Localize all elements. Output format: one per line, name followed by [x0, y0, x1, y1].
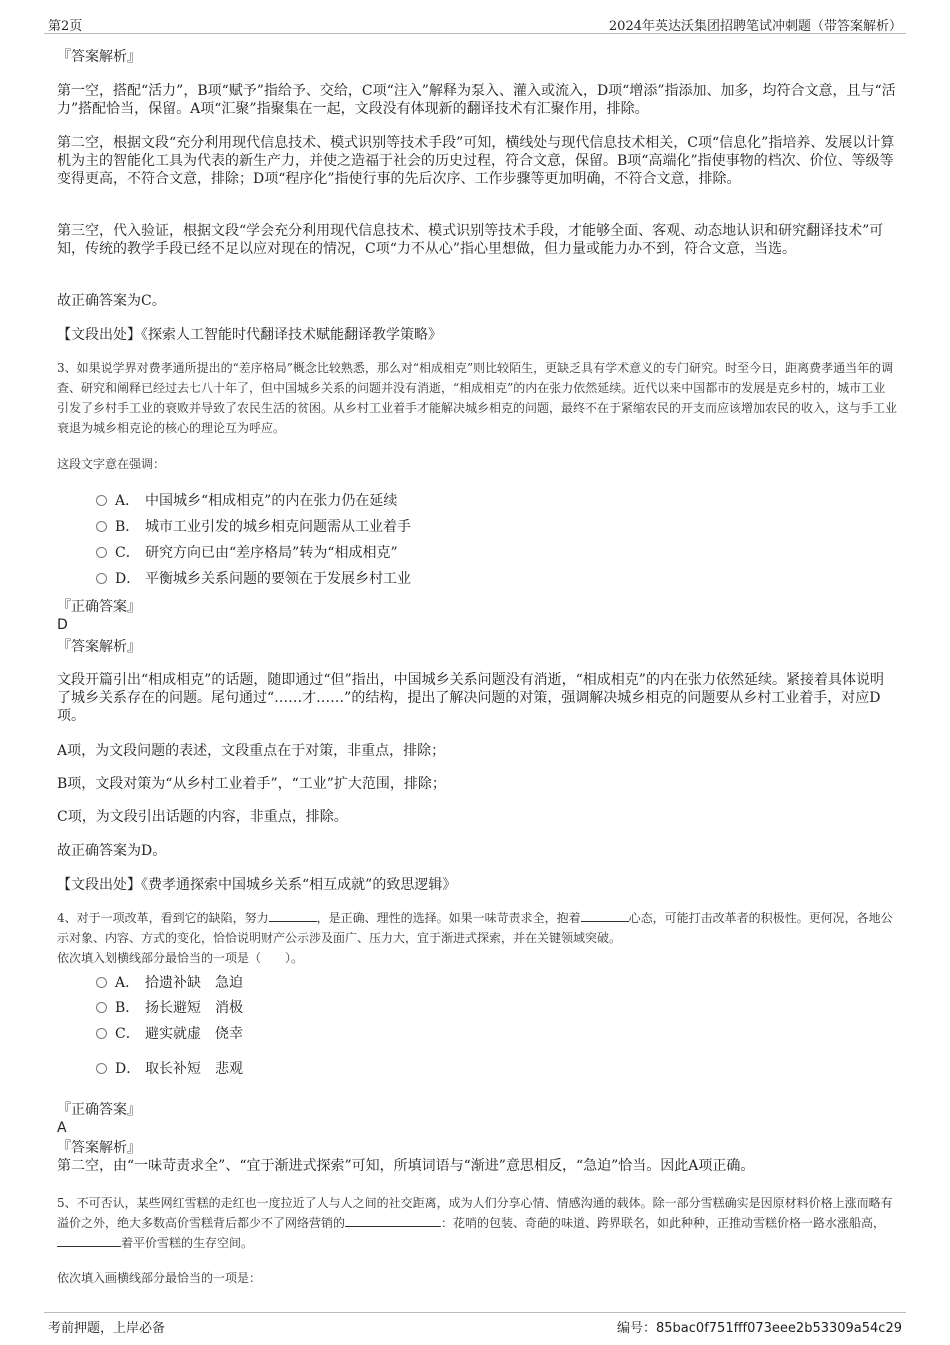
q2-analysis-p1: 第一空，搭配“活力”，B项“赋予”指给予、交给，C项“注入”解释为泵入、灌入或流入，D项“增添”指添加、加多，均符合文意，且与“活力”搭配恰当，保留。A项“汇聚”指聚集在一起，文段没有体现新的翻译技术有汇聚作用，排除。: [57, 83, 896, 117]
q4-analysis-p1: 第二空，由“一味苛责求全”、“宜于渐进式探索”可知，所填词语与“渐进”意思相反，“急迫”恰当。因此A项正确。: [57, 1158, 755, 1174]
q2-source: 【文段出处】《探索人工智能时代翻译技术赋能翻译教学策略》: [57, 327, 442, 343]
q4-option-a[interactable]: A． 拾遗补缺 急迫: [96, 974, 243, 992]
q4-correct-label: 『正确答案』: [57, 1102, 141, 1118]
q3-answer: D: [57, 617, 68, 633]
q3-option-d[interactable]: D． 平衡城乡关系问题的要领在于发展乡村工业: [96, 570, 411, 588]
document-code: 编号：85bac0f751fff073eee2b53309a54c29: [617, 1321, 902, 1336]
radio-icon[interactable]: [96, 521, 107, 532]
radio-icon[interactable]: [96, 573, 107, 584]
page-footer: [44, 1312, 906, 1341]
q3-analysis-c: C项，为文段引出话题的内容，非重点，排除。: [57, 809, 348, 825]
q4-blank-2: [581, 909, 629, 922]
q5-prompt: 依次填入画横线部分最恰当的一项是：: [57, 1271, 262, 1285]
q4-blank-1: [269, 909, 317, 922]
page-header: [44, 13, 906, 34]
q4-stem: 4、对于一项改革，看到它的缺陷，努力 ，是正确、理性的选择。如果一味苛责求全，抱着 心态，可能打击改革者的积极性。更何况，各地公示对象、内容、方式的变化，恰恰说明财产公示涉及面广、压力大，宜于渐进式探索，并在关键领域突破。: [57, 911, 893, 945]
q3-source: 【文段出处】《费孝通探索中国城乡关系“相互成就”的致思逻辑》: [57, 877, 457, 893]
q4-option-b[interactable]: B． 扬长避短 消极: [96, 999, 243, 1017]
radio-icon[interactable]: [96, 1028, 107, 1039]
radio-icon[interactable]: [96, 977, 107, 988]
q3-analysis-label: 『答案解析』: [57, 639, 141, 655]
q3-stem: 3、如果说学界对费孝通所提出的“差序格局”概念比较熟悉，那么对“相成相克”则比较陌生，更缺乏具有学术意义的专门研究。时至今日，距离费孝通当年的调查、研究和阐释已经过去七八十年了，但中国城乡关系的问题并没有消逝，“相成相克”的内在张力依然延续。近代以来中国都市的发展是克乡村的，城市工业引发了乡村手工业的衰败并导致了农民生活的贫困。从乡村工业着手才能解决城乡相克的问题，最终不在于紧缩农民的开支而应该增加农民的收入，这与手工业衰退为城乡相克论的核心的理论互为呼应。: [57, 361, 898, 435]
q3-option-a[interactable]: A． 中国城乡“相成相克”的内在张力仍在延续: [96, 492, 397, 510]
page-number: 第2页: [48, 19, 83, 34]
q3-analysis-p1: 文段开篇引出“相成相克”的话题，随即通过“但”指出，中国城乡关系问题没有消逝，“相成相克”的内在张力依然延续。紧接着具体说明了城乡关系存在的问题。尾句通过“……才……”的结构，提出了解决问题的对策，强调解决城乡相克的问题要从乡村工业着手，对应D项。: [57, 672, 884, 724]
q5-blank-1: [345, 1214, 441, 1227]
document-title: 2024年英达沃集团招聘笔试冲刺题（带答案解析）: [608, 19, 902, 34]
q2-analysis-p3: 第三空，代入验证，根据文段“学会充分利用现代信息技术、模式识别等技术手段，才能够全面、客观、动态地认识和研究翻译技术”可知，传统的教学手段已经不足以应对现在的情况，C项“力不从心”指心里想做，但力量或能力办不到，符合文意，当选。: [57, 223, 884, 257]
footer-slogan: 考前押题，上岸必备: [48, 1321, 166, 1336]
q3-option-c[interactable]: C． 研究方向已由“差序格局”转为“相成相克”: [96, 544, 398, 562]
radio-icon[interactable]: [96, 547, 107, 558]
radio-icon[interactable]: [96, 1063, 107, 1074]
radio-icon[interactable]: [96, 1002, 107, 1013]
q2-analysis-label: 『答案解析』: [57, 49, 141, 65]
q4-option-d[interactable]: D． 取长补短 悲观: [96, 1060, 243, 1078]
q2-analysis-p2: 第二空，根据文段“充分利用现代信息技术、模式识别等技术手段”可知，横线处与现代信息技术相关，C项“信息化”指培养、发展以计算机为主的智能化工具为代表的新生产力，并使之造福于社会的历史过程，符合文意，保留。B项“高端化”指使事物的档次、价位、等级等变得更高，不符合文意，排除；D项“程序化”指使行事的先后次序、工作步骤等更加明确，不符合文意，排除。: [57, 135, 895, 187]
radio-icon[interactable]: [96, 495, 107, 506]
q5-blank-2: [57, 1234, 121, 1247]
q3-option-b[interactable]: B． 城市工业引发的城乡相克问题需从工业着手: [96, 518, 411, 536]
q2-conclusion: 故正确答案为C。: [57, 293, 166, 309]
q4-option-c[interactable]: C． 避实就虚 侥幸: [96, 1025, 243, 1043]
q4-prompt: 依次填入划横线部分最恰当的一项是（ ）。: [57, 951, 304, 965]
q4-analysis-label: 『答案解析』: [57, 1140, 141, 1156]
q3-analysis-a: A项，为文段问题的表述，文段重点在于对策，非重点，排除；: [57, 743, 446, 759]
q4-answer: A: [57, 1120, 67, 1136]
q5-stem: 5、不可否认，某些网红雪糕的走红也一度拉近了人与人之间的社交距离，成为人们分享心情、情感沟通的载体。除一部分雪糕确实是因原材料价格上涨而略有溢价之外，绝大多数高价雪糕背后都少不了网络营销的 ：花哨的包装、奇葩的味道、跨界联名，如此种种，正推动雪糕价格一路水涨船高，着平价雪糕的生存空间。: [57, 1196, 893, 1250]
q3-correct-label: 『正确答案』: [57, 599, 141, 615]
q3-conclusion: 故正确答案为D。: [57, 843, 167, 859]
q3-analysis-b: B项，文段对策为“从乡村工业着手”，“工业”扩大范围，排除；: [57, 776, 446, 792]
q3-prompt: 这段文字意在强调：: [57, 457, 166, 471]
